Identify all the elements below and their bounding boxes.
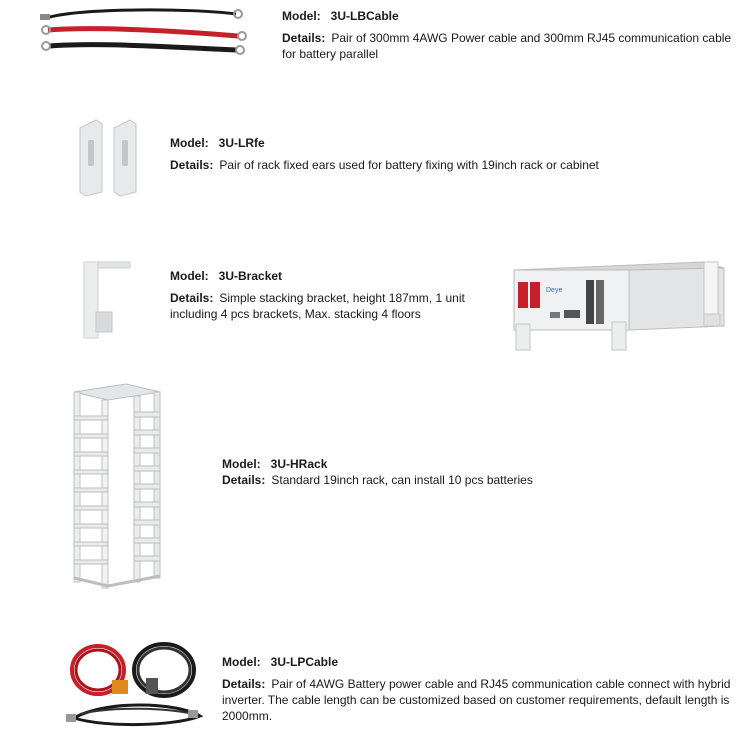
details-value: Standard 19inch rack, can install 10 pcs batteries — [271, 473, 533, 487]
model-line — [170, 135, 730, 151]
model-value: 3U-LRfe — [218, 136, 265, 150]
model-line — [282, 8, 742, 24]
details-label: Details: — [170, 158, 214, 172]
bracket-image — [78, 260, 136, 340]
details-line — [222, 472, 722, 488]
rack-ears-image — [74, 118, 144, 198]
rack-image — [64, 382, 170, 592]
item-lrfe — [170, 135, 730, 173]
model-label: Model: — [170, 136, 209, 150]
details-label: Details: — [222, 473, 266, 487]
model-label: Model: — [222, 655, 261, 669]
details-value: Pair of 300mm 4AWG Power cable and 300mm RJ45 communication cable for battery parallel — [282, 31, 732, 61]
battery-brand: Deye — [546, 287, 563, 294]
model-value: 3U-LPCable — [270, 655, 339, 669]
item-bracket — [170, 268, 470, 322]
model-label: Model: — [170, 269, 209, 283]
details-line — [170, 157, 730, 173]
model-value: 3U-LBCable — [330, 9, 399, 23]
details-label: Details: — [222, 677, 266, 691]
model-label: Model: — [222, 457, 261, 471]
model-label: Model: — [282, 9, 321, 23]
details-line — [282, 30, 742, 62]
details-line — [170, 290, 470, 322]
battery-module-image — [504, 254, 734, 354]
model-value: 3U-Bracket — [218, 269, 283, 283]
lb-cable-image — [40, 6, 250, 56]
model-line — [222, 456, 722, 472]
item-hrack — [222, 456, 722, 488]
details-value: Pair of rack fixed ears used for battery fixing with 19inch rack or cabinet — [219, 158, 599, 172]
item-lpcable — [222, 654, 742, 724]
item-lbcable — [282, 8, 742, 62]
details-label: Details: — [170, 291, 214, 305]
details-label: Details: — [282, 31, 326, 45]
lp-cable-image — [66, 640, 206, 730]
model-line — [222, 654, 742, 670]
details-value: Simple stacking bracket, height 187mm, 1 unit including 4 pcs brackets, Max. stacking 4 floors — [170, 291, 465, 321]
details-value: Pair of 4AWG Battery power cable and RJ45 communication cable connect with hybrid inverter. The cable length can be customized based on customer requirements, default length is 2000mm. — [222, 677, 731, 723]
model-line — [170, 268, 470, 284]
model-value: 3U-HRack — [270, 457, 328, 471]
details-line — [222, 676, 742, 724]
